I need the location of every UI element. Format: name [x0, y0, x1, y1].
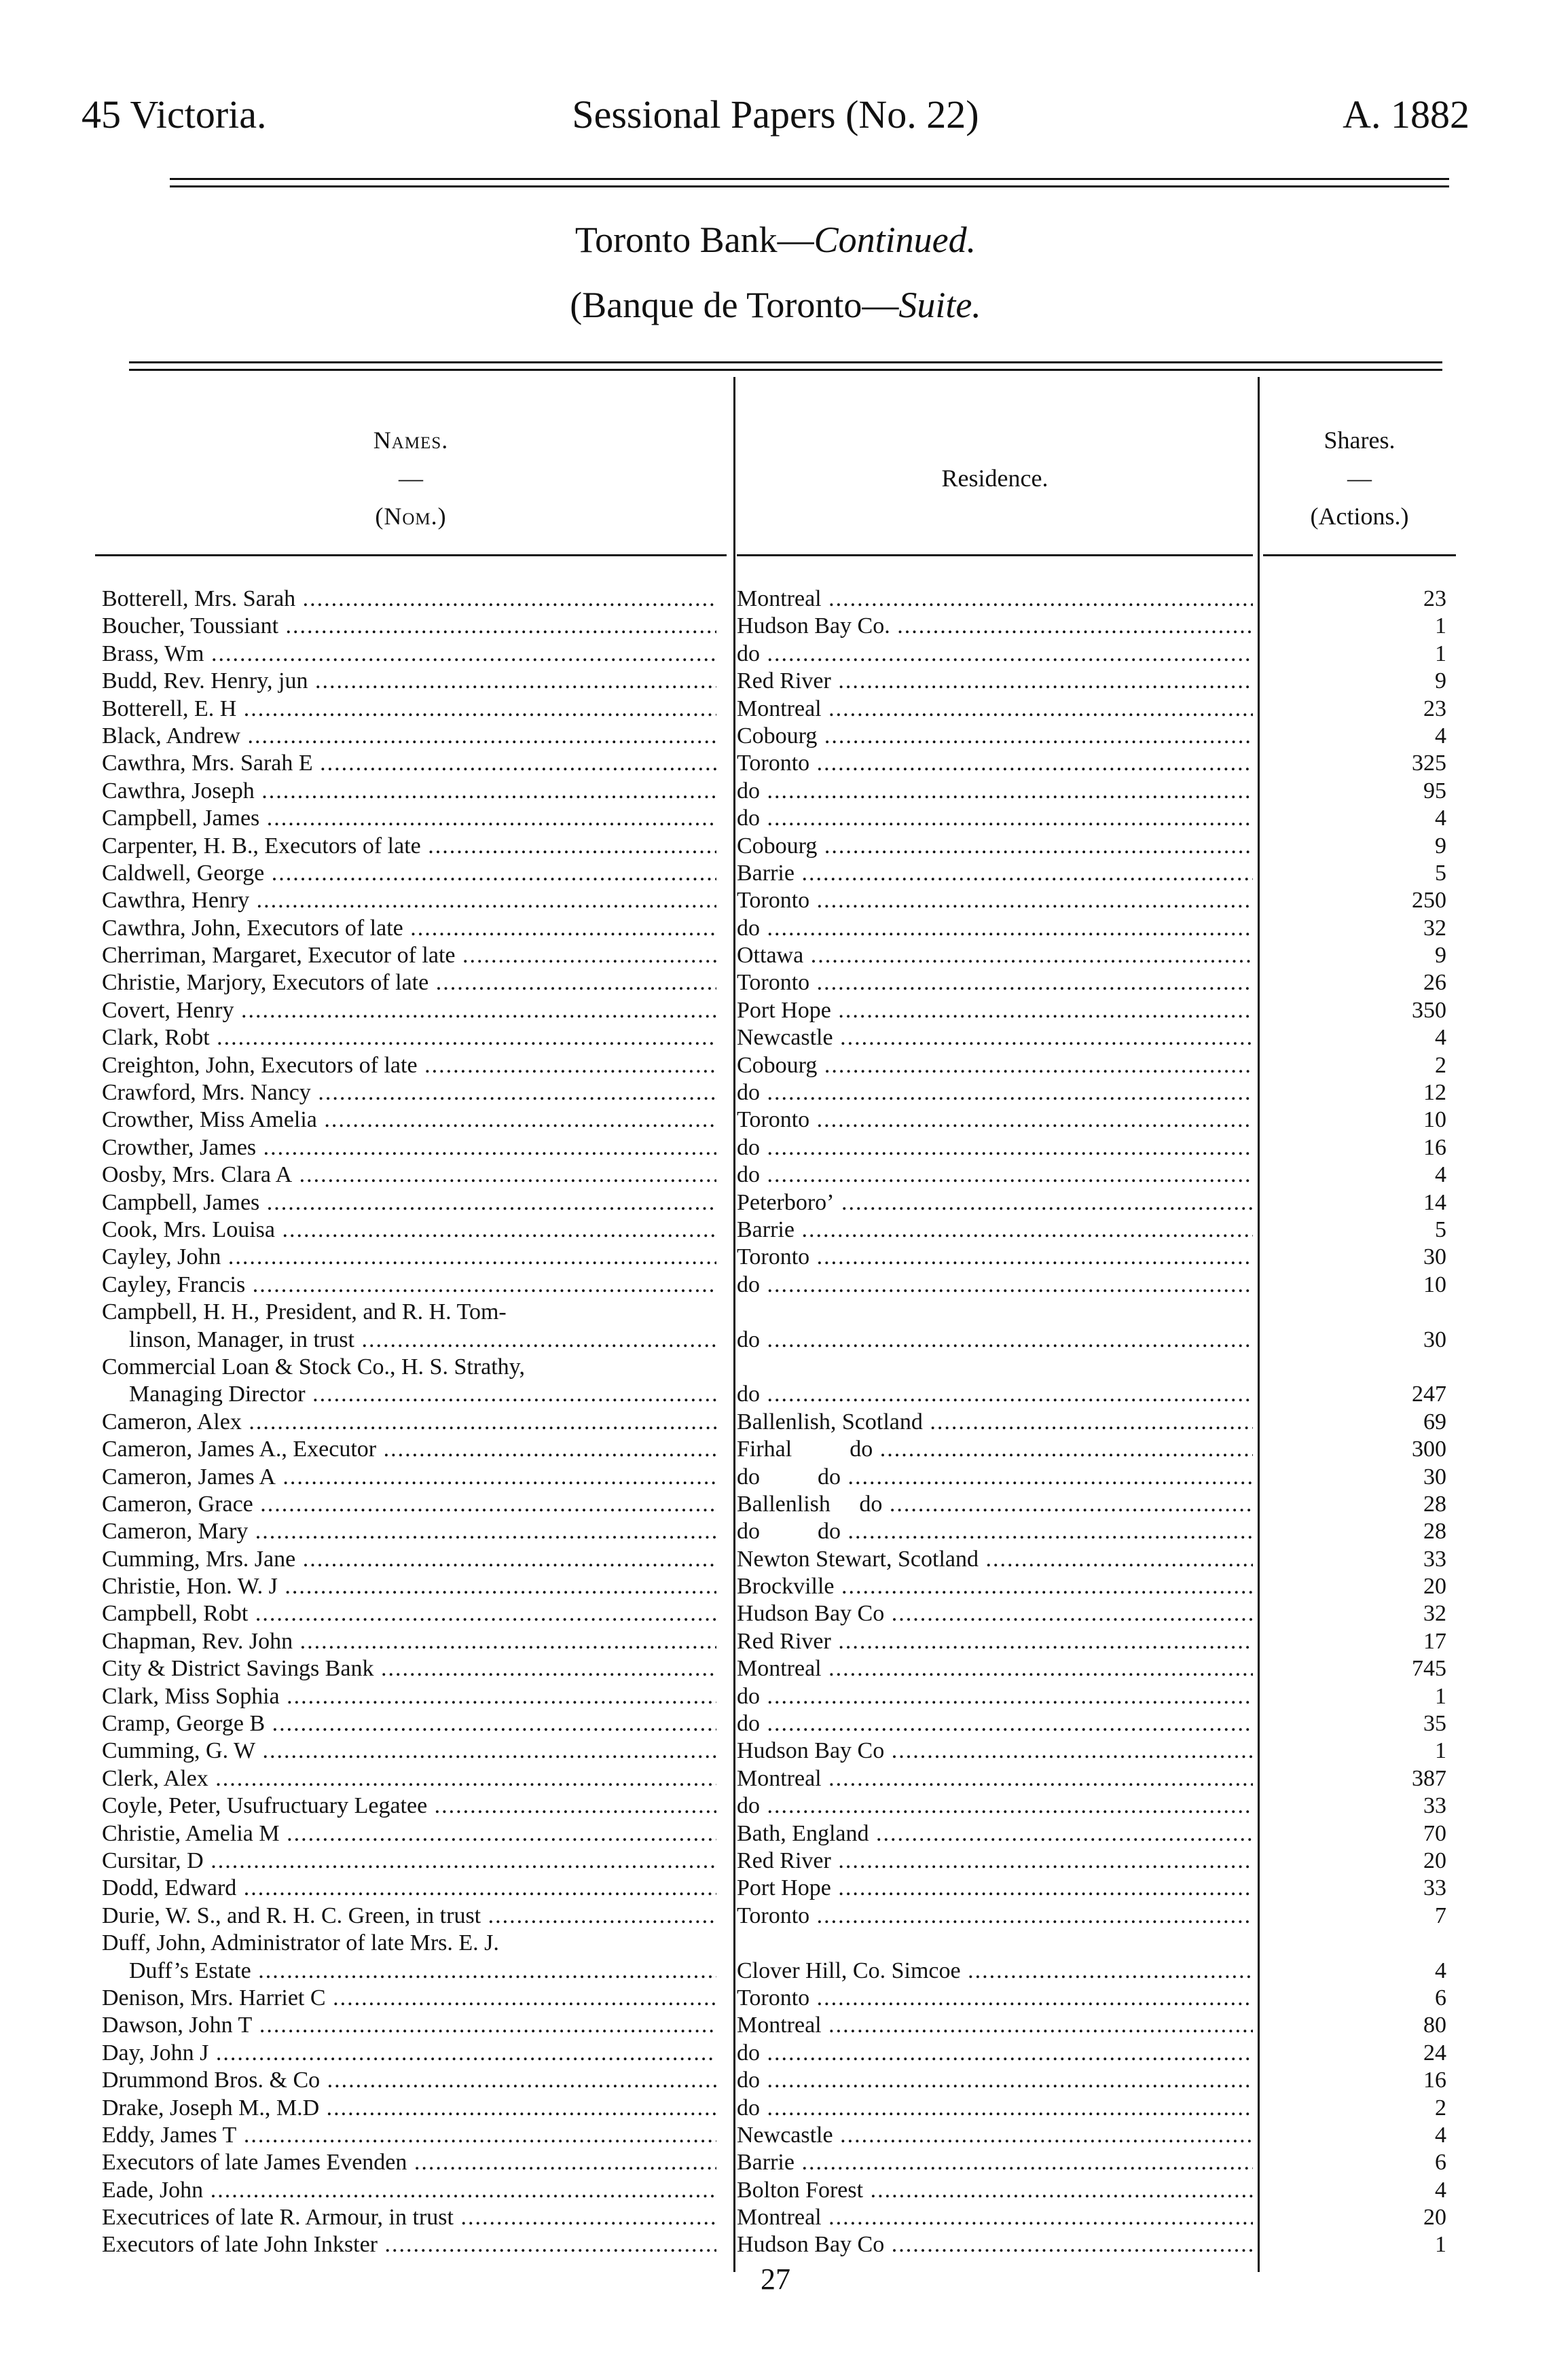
table-row	[102, 1765, 1460, 1792]
shareholder-residence: Firhal do .....	[737, 1436, 1253, 1463]
shareholder-residence: do do .....	[737, 1464, 1253, 1491]
table-row	[102, 1079, 1460, 1106]
shareholder-name: Cawthra, John, Executors of late .....	[102, 915, 716, 942]
shareholder-name: Day, John J .....	[102, 2040, 716, 2067]
shareholder-residence: do .....	[737, 2095, 1253, 2122]
table-row	[102, 1106, 1460, 1134]
table-row	[102, 2177, 1460, 2204]
shareholder-name: Cawthra, Mrs. Sarah E .....	[102, 750, 716, 777]
shareholder-shares: 23	[1423, 696, 1446, 721]
shareholder-residence: do .....	[737, 1079, 1253, 1106]
shareholder-name: Brass, Wm .....	[102, 641, 716, 668]
table-row	[102, 1464, 1460, 1491]
shareholder-residence: do .....	[737, 641, 1253, 668]
shareholder-residence: Ottawa .....	[737, 942, 1253, 969]
table-row	[102, 1546, 1460, 1573]
shareholder-shares: 7	[1435, 1903, 1446, 1928]
header-rule	[170, 178, 1449, 187]
column-names: Names. — (Nom.)	[373, 427, 449, 530]
shareholder-name: Campbell, James .....	[102, 1189, 716, 1216]
shareholder-residence: Toronto .....	[737, 969, 1253, 996]
shareholder-residence: Hudson Bay Co. .....	[737, 613, 1253, 640]
shareholder-shares: 1	[1435, 613, 1446, 639]
shareholder-residence: Barrie .....	[737, 2149, 1253, 2176]
shareholder-shares: 14	[1423, 1189, 1446, 1215]
shareholder-name: Cameron, James A., Executor .....	[102, 1436, 716, 1463]
shareholder-name: Cumming, G. W .....	[102, 1737, 716, 1765]
page-number: 27	[761, 2262, 790, 2296]
shareholder-residence: Red River .....	[737, 1628, 1253, 1655]
shareholder-residence: Port Hope .....	[737, 997, 1253, 1024]
table-row	[102, 1436, 1460, 1463]
table-row	[102, 1244, 1460, 1271]
shareholder-residence: do .....	[737, 805, 1253, 832]
table-row	[102, 1847, 1460, 1875]
shareholder-shares: 69	[1423, 1409, 1446, 1435]
shareholder-shares: 4	[1435, 1958, 1446, 1983]
shareholder-residence: Montreal .....	[737, 585, 1253, 613]
shareholder-residence: do .....	[737, 2040, 1253, 2067]
shareholder-name: Drake, Joseph M., M.D .....	[102, 2095, 716, 2122]
shareholder-shares: 247	[1412, 1382, 1446, 1407]
table-row	[102, 805, 1460, 832]
shareholder-shares: 24	[1423, 2040, 1446, 2066]
shareholder-residence: Hudson Bay Co .....	[737, 1600, 1253, 1627]
header-underline-residence	[737, 554, 1253, 556]
shareholder-name: Cursitar, D .....	[102, 1847, 716, 1875]
shareholder-residence: do .....	[737, 1134, 1253, 1161]
shareholder-shares: 300	[1412, 1437, 1446, 1462]
shareholder-name: Executors of late John Inkster .....	[102, 2231, 716, 2258]
shareholder-name: Executors of late James Evenden .....	[102, 2149, 716, 2176]
table-row	[102, 887, 1460, 914]
shareholder-shares: 80	[1423, 2013, 1446, 2038]
shareholder-name: Oosby, Mrs. Clara A .....	[102, 1161, 716, 1189]
table-row	[102, 2122, 1460, 2149]
shareholder-shares: 2	[1435, 2095, 1446, 2121]
table-row	[102, 915, 1460, 942]
shareholder-shares: 35	[1423, 1711, 1446, 1737]
shareholder-shares: 350	[1412, 997, 1446, 1023]
table-row	[102, 969, 1460, 996]
shareholder-residence: Clover Hill, Co. Simcoe .....	[737, 1958, 1253, 1985]
shareholder-shares: 4	[1435, 1025, 1446, 1051]
table-row	[102, 2095, 1460, 2122]
shareholder-shares: 9	[1435, 668, 1446, 694]
shareholder-residence: Newcastle .....	[737, 2122, 1253, 2149]
shareholder-name: Budd, Rev. Henry, jun .....	[102, 668, 716, 695]
table-row	[102, 2012, 1460, 2039]
shareholder-residence: Toronto .....	[737, 1985, 1253, 2012]
shareholder-residence: Montreal .....	[737, 1765, 1253, 1792]
shareholder-residence: Newcastle .....	[737, 1024, 1253, 1051]
table-row	[102, 696, 1460, 723]
shareholder-shares: 70	[1423, 1820, 1446, 1846]
shareholder-residence: do .....	[737, 1381, 1253, 1408]
shareholder-name: Clark, Miss Sophia .....	[102, 1683, 716, 1710]
table-row	[102, 1683, 1460, 1710]
table-row	[102, 1600, 1460, 1627]
shareholder-name: Chapman, Rev. John .....	[102, 1628, 716, 1655]
shareholder-residence: do .....	[737, 1327, 1253, 1354]
shareholder-shares: 5	[1435, 1216, 1446, 1242]
shareholder-shares: 1	[1435, 1683, 1446, 1709]
table-row	[102, 942, 1460, 969]
table-row	[102, 1134, 1460, 1161]
shareholder-name: Crowther, Miss Amelia .....	[102, 1106, 716, 1134]
shareholder-shares: 33	[1423, 1546, 1446, 1572]
header-year: A. 1882	[1343, 92, 1470, 137]
shareholder-residence: do .....	[737, 1272, 1253, 1299]
shareholder-name: Clark, Robt .....	[102, 1024, 716, 1051]
table-row	[102, 833, 1460, 860]
table-row	[102, 860, 1460, 887]
shareholder-shares: 32	[1423, 915, 1446, 941]
shareholder-shares: 30	[1423, 1244, 1446, 1270]
table-row	[102, 1052, 1460, 1079]
shareholder-shares: 10	[1423, 1107, 1446, 1133]
shareholder-shares: 20	[1423, 1848, 1446, 1873]
shareholder-shares: 9	[1435, 943, 1446, 969]
shareholder-shares: 4	[1435, 806, 1446, 831]
shareholder-residence: Cobourg .....	[737, 723, 1253, 750]
table-row	[102, 1820, 1460, 1847]
shareholder-name: Cramp, George B .....	[102, 1710, 716, 1737]
shareholder-name: Cawthra, Joseph .....	[102, 778, 716, 805]
shareholder-residence: do .....	[737, 1792, 1253, 1820]
shareholder-shares: 325	[1412, 751, 1446, 776]
running-header	[81, 92, 1470, 146]
shareholder-residence: Toronto .....	[737, 1106, 1253, 1134]
shareholder-name: Crawford, Mrs. Nancy .....	[102, 1079, 716, 1106]
header-underline-shares	[1263, 554, 1456, 556]
table-row	[102, 1737, 1460, 1765]
shareholder-residence: Hudson Bay Co .....	[737, 2231, 1253, 2258]
shareholder-shares: 1	[1435, 2232, 1446, 2258]
shareholder-shares: 30	[1423, 1464, 1446, 1490]
page-title: Toronto Bank—Continued.	[574, 219, 977, 260]
shareholder-name: Christie, Marjory, Executors of late .....	[102, 969, 716, 996]
shareholder-residence: Toronto .....	[737, 1244, 1253, 1271]
shareholder-residence: Barrie .....	[737, 1216, 1253, 1244]
shareholder-shares: 4	[1435, 723, 1446, 749]
shareholder-residence: Cobourg .....	[737, 1052, 1253, 1079]
table-row	[102, 1299, 1460, 1354]
shareholder-name: Dodd, Edward .....	[102, 1875, 716, 1902]
shareholder-shares: 2	[1435, 1052, 1446, 1078]
title-rule	[129, 361, 1442, 371]
shareholder-shares: 33	[1423, 1875, 1446, 1901]
shareholder-residence: Bolton Forest .....	[737, 2177, 1253, 2204]
shareholder-residence: Bath, England .....	[737, 1820, 1253, 1847]
header-session: 45 Victoria.	[81, 92, 267, 137]
table-row	[102, 2149, 1460, 2176]
table-row	[102, 1354, 1460, 1409]
table-row	[102, 1875, 1460, 1902]
table-row	[102, 1792, 1460, 1820]
shareholder-name: Eddy, James T .....	[102, 2122, 716, 2149]
shareholder-residence: Brockville .....	[737, 1573, 1253, 1600]
shareholder-shares: 1	[1435, 641, 1446, 666]
shareholder-shares: 26	[1423, 970, 1446, 996]
shareholder-residence: Red River .....	[737, 668, 1253, 695]
shareholder-residence: Ballenlish do .....	[737, 1491, 1253, 1518]
shareholder-shares: 387	[1412, 1765, 1446, 1791]
table-row	[102, 750, 1460, 777]
shareholder-residence: Montreal .....	[737, 696, 1253, 723]
shareholder-name: Creighton, John, Executors of late .....	[102, 1052, 716, 1079]
shareholder-list	[102, 585, 1460, 2259]
table-row	[102, 1628, 1460, 1655]
table-row	[102, 641, 1460, 668]
shareholder-residence: Toronto .....	[737, 1903, 1253, 1930]
table-row	[102, 1491, 1460, 1518]
shareholder-name: Black, Andrew .....	[102, 723, 716, 750]
shareholder-shares: 12	[1423, 1080, 1446, 1106]
shareholder-shares: 4	[1435, 2177, 1446, 2203]
shareholder-shares: 20	[1423, 2205, 1446, 2231]
shareholder-residence: do .....	[737, 1683, 1253, 1710]
shareholder-name: Drummond Bros. & Co .....	[102, 2067, 716, 2094]
shareholder-shares: 5	[1435, 860, 1446, 886]
shareholder-residence: do .....	[737, 1161, 1253, 1189]
table-header	[95, 421, 1456, 557]
shareholder-shares: 1	[1435, 1738, 1446, 1764]
shareholder-name: Cumming, Mrs. Jane .....	[102, 1546, 716, 1573]
table-row	[102, 1409, 1460, 1436]
shareholder-residence: Montreal .....	[737, 2012, 1253, 2039]
shareholder-shares: 9	[1435, 833, 1446, 859]
shareholder-shares: 10	[1423, 1272, 1446, 1297]
shareholder-name: Coyle, Peter, Usufructuary Legatee .....	[102, 1792, 716, 1820]
table-row	[102, 1272, 1460, 1299]
shareholder-residence: Toronto .....	[737, 887, 1253, 914]
shareholder-residence: do .....	[737, 2067, 1253, 2094]
table-row	[102, 997, 1460, 1024]
shareholder-shares: 23	[1423, 586, 1446, 611]
shareholder-shares: 16	[1423, 1134, 1446, 1160]
table-row	[102, 668, 1460, 695]
shareholder-residence: Red River .....	[737, 1847, 1253, 1875]
shareholder-name: City & District Savings Bank .....	[102, 1655, 716, 1682]
shareholder-name: Christie, Hon. W. J .....	[102, 1573, 716, 1600]
table-row	[102, 1161, 1460, 1189]
shareholder-name: Dawson, John T .....	[102, 2012, 716, 2039]
shareholder-residence: Port Hope .....	[737, 1875, 1253, 1902]
shareholder-name: Durie, W. S., and R. H. C. Green, in trust .....	[102, 1903, 716, 1930]
shareholder-name: Duff, John, Administrator of late Mrs. E. J. Duff’s Estate .....	[102, 1930, 716, 1985]
shareholder-name: Cameron, Mary .....	[102, 1518, 716, 1545]
shareholder-residence: do .....	[737, 915, 1253, 942]
table-row	[102, 585, 1460, 613]
shareholder-shares: 30	[1423, 1327, 1446, 1352]
table-row	[102, 723, 1460, 750]
column-shares: Shares. — (Actions.)	[1310, 427, 1409, 530]
table-row	[102, 1573, 1460, 1600]
shareholder-shares: 28	[1423, 1491, 1446, 1517]
shareholder-shares: 745	[1412, 1656, 1446, 1682]
shareholder-shares: 6	[1435, 1985, 1446, 2011]
table-row	[102, 1710, 1460, 1737]
column-residence: Residence.	[941, 465, 1048, 492]
shareholder-shares: 6	[1435, 2150, 1446, 2176]
shareholder-residence: Barrie .....	[737, 860, 1253, 887]
shareholder-name: Campbell, Robt .....	[102, 1600, 716, 1627]
shareholder-name: Denison, Mrs. Harriet C .....	[102, 1985, 716, 2012]
shareholder-name: Cameron, Alex .....	[102, 1409, 716, 1436]
table-row	[102, 1985, 1460, 2012]
shareholder-residence: Montreal .....	[737, 2204, 1253, 2231]
shareholder-name: Commercial Loan & Stock Co., H. S. Strathy, Managing Director .....	[102, 1354, 716, 1409]
shareholder-shares: 17	[1423, 1628, 1446, 1654]
shareholder-name: Campbell, James .....	[102, 805, 716, 832]
shareholder-residence: Ballenlish, Scotland .....	[737, 1409, 1253, 1436]
shareholder-residence: Montreal .....	[737, 1655, 1253, 1682]
shareholder-name: Cawthra, Henry .....	[102, 887, 716, 914]
shareholder-name: Cayley, John .....	[102, 1244, 716, 1271]
shareholder-name: Clerk, Alex .....	[102, 1765, 716, 1792]
shareholder-residence: do .....	[737, 1710, 1253, 1737]
table-row	[102, 1024, 1460, 1051]
shareholder-residence: do .....	[737, 778, 1253, 805]
shareholder-shares: 28	[1423, 1519, 1446, 1545]
shareholder-name: Botterell, Mrs. Sarah .....	[102, 585, 716, 613]
page-subtitle: (Banque de Toronto—Suite.	[570, 285, 981, 325]
table-row	[102, 1655, 1460, 1682]
shareholder-name: Boucher, Toussiant .....	[102, 613, 716, 640]
shareholder-residence: Cobourg .....	[737, 833, 1253, 860]
shareholder-shares: 33	[1423, 1793, 1446, 1819]
shareholder-shares: 32	[1423, 1601, 1446, 1627]
shareholder-shares: 4	[1435, 1162, 1446, 1188]
table-row	[102, 613, 1460, 640]
table-row	[102, 2067, 1460, 2094]
shareholder-name: Eade, John .....	[102, 2177, 716, 2204]
shareholder-residence: Peterboro’ .....	[737, 1189, 1253, 1216]
shareholder-residence: Hudson Bay Co .....	[737, 1737, 1253, 1765]
shareholder-shares: 95	[1423, 778, 1446, 804]
table-row	[102, 1518, 1460, 1545]
shareholder-name: Cameron, Grace .....	[102, 1491, 716, 1518]
shareholder-name: Executrices of late R. Armour, in trust .....	[102, 2204, 716, 2231]
table-row	[102, 2231, 1460, 2258]
shareholder-shares: 250	[1412, 888, 1446, 914]
shareholder-shares: 16	[1423, 2068, 1446, 2093]
shareholder-name: Caldwell, George .....	[102, 860, 716, 887]
shareholder-name: Crowther, James .....	[102, 1134, 716, 1161]
table-row	[102, 1903, 1460, 1930]
shareholder-shares: 4	[1435, 2122, 1446, 2148]
table-row	[102, 2040, 1460, 2067]
table-row	[102, 1189, 1460, 1216]
table-row	[102, 2204, 1460, 2231]
header-title: Sessional Papers (No. 22)	[572, 92, 979, 137]
table-row	[102, 778, 1460, 805]
shareholder-name: Covert, Henry .....	[102, 997, 716, 1024]
shareholder-name: Cameron, James A .....	[102, 1464, 716, 1491]
shareholder-name: Carpenter, H. B., Executors of late .....	[102, 833, 716, 860]
table-row	[102, 1216, 1460, 1244]
shareholder-residence: Toronto .....	[737, 750, 1253, 777]
shareholder-residence: Newton Stewart, Scotland .....	[737, 1546, 1253, 1573]
shareholder-residence: do do .....	[737, 1518, 1253, 1545]
shareholder-name: Cook, Mrs. Louisa .....	[102, 1216, 716, 1244]
shareholder-name: Cherriman, Margaret, Executor of late .....	[102, 942, 716, 969]
shareholder-name: Christie, Amelia M .....	[102, 1820, 716, 1847]
shareholder-shares: 20	[1423, 1574, 1446, 1600]
shareholder-name: Campbell, H. H., President, and R. H. Tom- linson, Manager, in trust .....	[102, 1299, 716, 1354]
shareholder-name: Botterell, E. H .....	[102, 696, 716, 723]
header-underline-names	[95, 554, 727, 556]
table-row	[102, 1930, 1460, 1985]
shareholder-name: Cayley, Francis .....	[102, 1272, 716, 1299]
